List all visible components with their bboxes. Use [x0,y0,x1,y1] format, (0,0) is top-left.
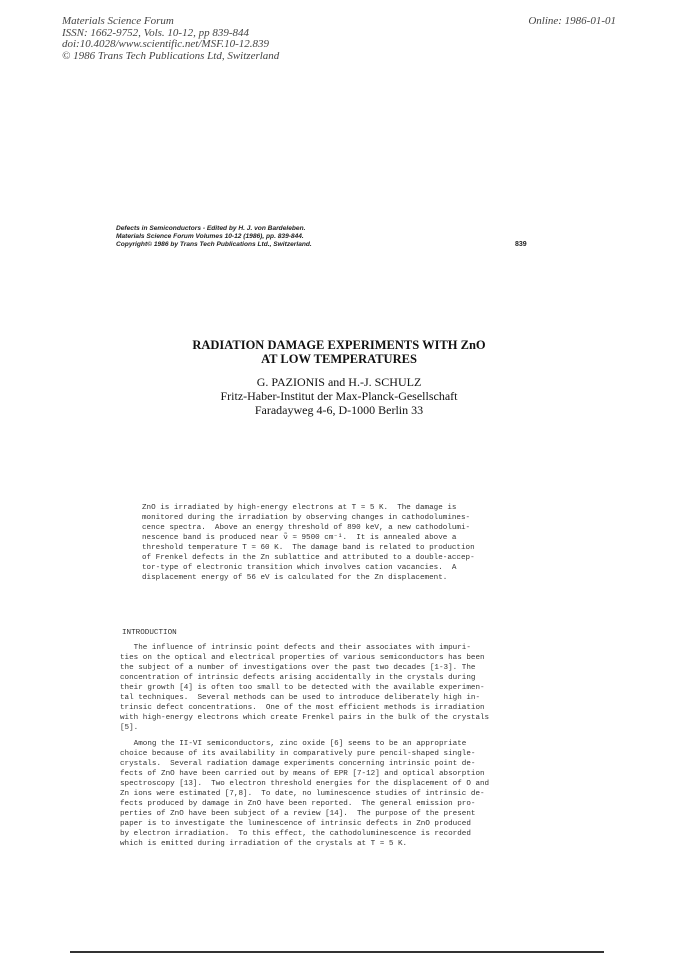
online-date: Online: 1986-01-01 [528,15,616,27]
section-heading-introduction: INTRODUCTION [122,629,177,637]
body-line: by electron irradiation. To this effect, the cathodoluminescence is recorded [120,830,471,838]
publication-info [62,16,279,62]
author-block [0,375,678,417]
abstract-line: ZnO is irradiated by high-energy electrons at T ≈ 5 K. The damage is [142,504,457,512]
body-line: Among the II-VI semiconductors, zinc oxide [6] seems to be an appropriate [120,740,467,748]
abstract-line: nescence band is produced near ν̃ ≈ 9500 cm⁻¹. It is annealed above a [142,534,457,542]
abstract-line: displacement energy of 56 eV is calculated for the Zn displacement. [142,574,448,582]
body-line: which is emitted during irradiation of the crystals at T ≈ 5 K. [120,840,408,848]
body-line: fects produced by damage in ZnO have been reported. The general emission pro- [120,800,476,808]
abstract [142,503,542,583]
abstract-line: threshold temperature T ≈ 60 K. The damage band is related to production [142,544,475,552]
journal-reference-line: Copyright© 1986 by Trans Tech Publications Ltd., Switzerland. [116,241,312,249]
body-line: The influence of intrinsic point defects and their associates with impuri- [120,644,471,652]
body-line: ties on the optical and electrical properties of various semiconductors has been [120,654,485,662]
body-line: choice because of its availability in comparatively pure pencil-shaped single- [120,750,476,758]
journal-reference [116,225,536,250]
page-number: 839 [515,241,527,248]
body-line: fects of ZnO have been carried out by means of EPR [7-12] and optical absorption [120,770,485,778]
copyright-line: © 1986 Trans Tech Publications Ltd, Switzerland [62,49,280,62]
journal-reference-line: Defects in Semiconductors - Edited by H. J. von Bardeleben. [116,225,306,232]
body-line: concentration of intrinsic defects arising accidentally in the crystals during [120,674,476,682]
body-line: the subject of a number of investigations over the past two decades [1-3]. The [120,664,476,672]
abstract-line: of Frenkel defects in the Zn sublattice and attributed to a double-accep- [142,554,475,562]
body-line: tal techniques. Several methods can be used to introduce deliberately high in- [120,694,481,702]
author-names: G. PAZIONIS and H.-J. SCHULZ [256,375,422,389]
body-line: spectroscopy [13]. Two electron threshold energies for the displacement of O and [120,780,490,788]
journal-reference-line: Materials Science Forum Volumes 10-12 (1986), pp. 839-844. [116,233,304,241]
abstract-line: tor-type of electronic transition which involves cation vacancies. A [142,564,457,572]
body-line: crystals. Several radiation damage experiments concerning intrinsic point de- [120,760,476,768]
address: Faradayweg 4-6, D-1000 Berlin 33 [254,403,424,417]
affiliation: Fritz-Haber-Institut der Max-Planck-Gesellschaft [220,389,458,403]
body-line: Zn ions were estimated [7,8]. To date, no luminescence studies of intrinsic de- [120,790,485,798]
footer-rule [70,951,604,953]
body-line: with high-energy electrons which create Frenkel pairs in the bulk of the crystals [120,714,490,722]
paper-title [0,338,678,366]
title-line-1: RADIATION DAMAGE EXPERIMENTS WITH ZnO [192,338,486,352]
body-line: trinsic defect concentrations. One of the most efficient methods is irradiation [120,704,485,712]
body-line: perties of ZnO have been subject of a review [14]. The purpose of the present [120,810,476,818]
body-line: their growth [4] is often too small to be detected with the available experimen- [120,684,485,692]
abstract-line: cence spectra. Above an energy threshold of 890 keV, a new cathodolumi- [142,524,471,532]
journal-name: Materials Science Forum [62,15,174,27]
issn-line: ISSN: 1662-9752, Vols. 10-12, pp 839-844 [62,26,249,39]
abstract-line: monitored during the irradiation by observing changes in cathodolumines- [142,514,471,522]
title-line-2: AT LOW TEMPERATURES [261,352,417,366]
introduction-body [120,643,560,849]
body-line: [5]. [120,724,139,732]
doi-line[interactable]: doi:10.4028/www.scientific.net/MSF.10-12.839 [62,38,270,50]
body-line: paper is to investigate the luminescence of intrinsic defects in ZnO produced [120,820,471,828]
